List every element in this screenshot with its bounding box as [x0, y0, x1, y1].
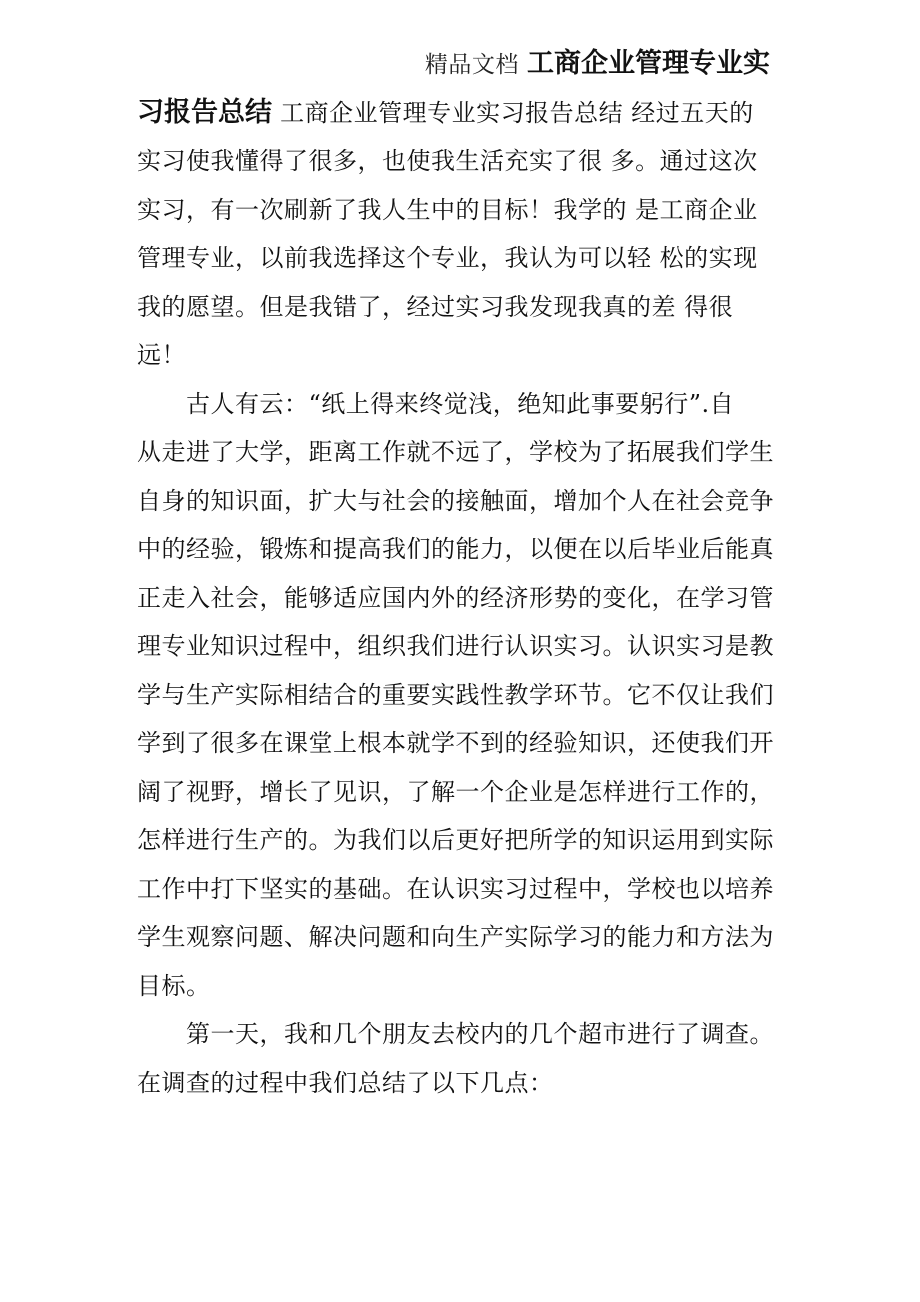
- text-line: [137, 671, 782, 720]
- text-line: [137, 768, 782, 817]
- text-line: [137, 477, 782, 526]
- line-text: 理专业知识过程中，组织我们进行认识实习。认识实习是教: [137, 632, 774, 660]
- line-text: 学到了很多在课堂上根本就学不到的经验知识，还使我们开: [137, 729, 774, 757]
- text-line: [137, 913, 782, 962]
- line-text: 目标。: [137, 971, 211, 1000]
- line-text: 正走入社会，能够适应国内外的经济形势的变化，在学习管: [137, 583, 774, 612]
- line-text: 管理专业，以前我选择这个专业，我认为可以轻 松的实现: [137, 244, 758, 272]
- line-text: 在调查的过程中我们总结了以下几点：: [137, 1068, 554, 1097]
- line-text: 工作中打下坚实的基础。在认识实习过程中，学校也以培养: [137, 874, 774, 903]
- text-line: [137, 283, 782, 332]
- line-text: 工商企业管理专业实习报告总结 经过五天的: [280, 98, 754, 127]
- document-title-part2: 习报告总结: [137, 96, 272, 128]
- text-line: [137, 89, 782, 138]
- line-text: 阔了视野，增长了见识，了解一个企业是怎样进行工作的，: [137, 777, 774, 806]
- line-text: 学生观察问题、解决问题和向生产实际学习的能力和方法为: [137, 923, 774, 951]
- line-text: 实习，有一次刷新了我人生中的目标！我学的 是工商企业: [137, 195, 758, 224]
- line-text: 怎样进行生产的。为我们以后更好把所学的知识运用到实际: [137, 826, 774, 854]
- text-line: [137, 331, 782, 380]
- paragraph: [137, 89, 782, 380]
- paragraph: [137, 380, 782, 1011]
- text-line: [137, 816, 782, 865]
- text-line: [137, 574, 782, 623]
- text-line: [137, 719, 782, 768]
- line-text: 我的愿望。但是我错了，经过实习我发现我真的差 得很: [137, 292, 734, 321]
- text-line: [137, 622, 782, 671]
- text-line: [137, 1059, 782, 1108]
- text-line: [137, 380, 782, 429]
- document-page: [137, 40, 782, 1107]
- header-label: 精品文档: [424, 52, 519, 78]
- text-line: [137, 428, 782, 477]
- document-body: [137, 89, 782, 1108]
- line-text: 远！: [137, 341, 186, 369]
- text-line: [137, 186, 782, 235]
- text-line: [137, 234, 782, 283]
- text-line: [137, 525, 782, 574]
- text-line: [137, 137, 782, 186]
- line-text: 从走进了大学，距离工作就不远了，学校为了拓展我们学生: [137, 438, 774, 466]
- paragraph: [137, 1010, 782, 1107]
- text-line: [137, 962, 782, 1011]
- line-text: 第一天，我和几个朋友去校内的几个超市进行了调查。: [186, 1020, 774, 1048]
- text-line: [137, 865, 782, 914]
- document-header: [137, 40, 782, 89]
- document-title-part1: 工商企业管理专业实: [527, 48, 770, 79]
- line-text: 古人有云：“纸上得来终觉浅，绝知此事要躬行”.自: [186, 389, 735, 418]
- line-text: 自身的知识面，扩大与社会的接触面，增加个人在社会竞争: [137, 486, 774, 515]
- text-line: [137, 1010, 782, 1059]
- line-text: 中的经验，锻炼和提高我们的能力，以便在以后毕业后能真: [137, 535, 774, 563]
- line-text: 实习使我懂得了很多，也使我生活充实了很 多。通过这次: [137, 147, 758, 175]
- line-text: 学与生产实际相结合的重要实践性教学环节。它不仅让我们: [137, 680, 774, 709]
